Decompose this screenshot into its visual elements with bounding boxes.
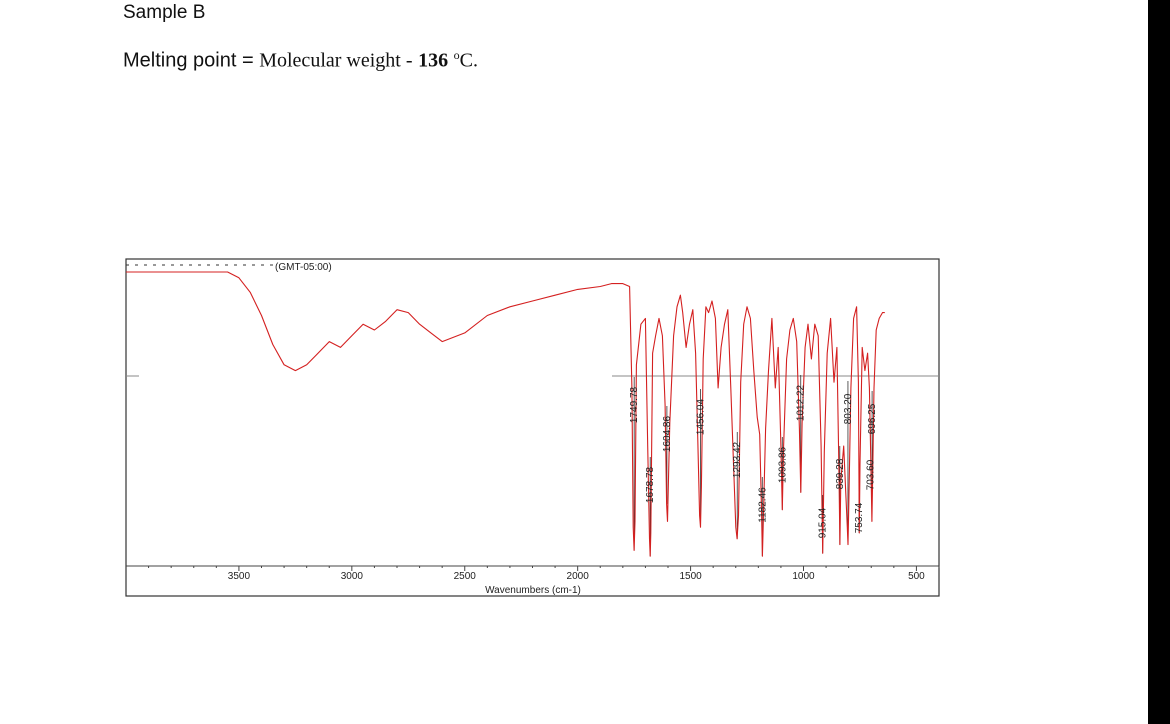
x-tick-label: 3500 <box>227 571 251 582</box>
equals-sign: = <box>241 49 254 72</box>
document-heading: Sample B <box>123 2 206 23</box>
x-axis-label: Wavenumbers (cm-1) <box>485 585 581 596</box>
melting-point-value: 136 <box>418 49 449 72</box>
x-tick-label: 1000 <box>792 571 815 582</box>
peak-label: 839.28 <box>834 458 846 490</box>
unit-text: C. <box>459 49 478 72</box>
property-label: Melting point <box>123 49 237 72</box>
x-tick-label: 3000 <box>340 571 363 582</box>
peak-label: 1456.04 <box>695 398 707 436</box>
peak-label: 1093.86 <box>777 446 789 484</box>
peak-label: 1749.78 <box>629 386 641 424</box>
plot-frame <box>126 259 939 596</box>
peak-label: 696.25 <box>867 403 879 435</box>
peak-label: 703.60 <box>865 459 877 491</box>
x-tick-label: 2500 <box>453 571 476 582</box>
header-fragment-text: (GMT-05:00) <box>275 262 332 273</box>
peak-label: 753.74 <box>854 502 866 534</box>
peak-label: 1012.22 <box>795 384 807 422</box>
peak-label: 915.04 <box>817 507 829 539</box>
x-tick-label: 2000 <box>566 571 589 582</box>
peak-label: 1293.42 <box>732 441 744 479</box>
expression-text: Molecular weight - <box>259 49 413 72</box>
x-tick-label: 500 <box>908 571 925 582</box>
x-tick-label: 1500 <box>679 571 702 582</box>
peak-label: 1604.86 <box>661 415 673 453</box>
peak-label: 803.20 <box>842 393 854 425</box>
peak-label: 1182.46 <box>757 487 769 523</box>
peak-label: 1678.78 <box>645 466 657 504</box>
degree-symbol: o <box>453 48 460 62</box>
